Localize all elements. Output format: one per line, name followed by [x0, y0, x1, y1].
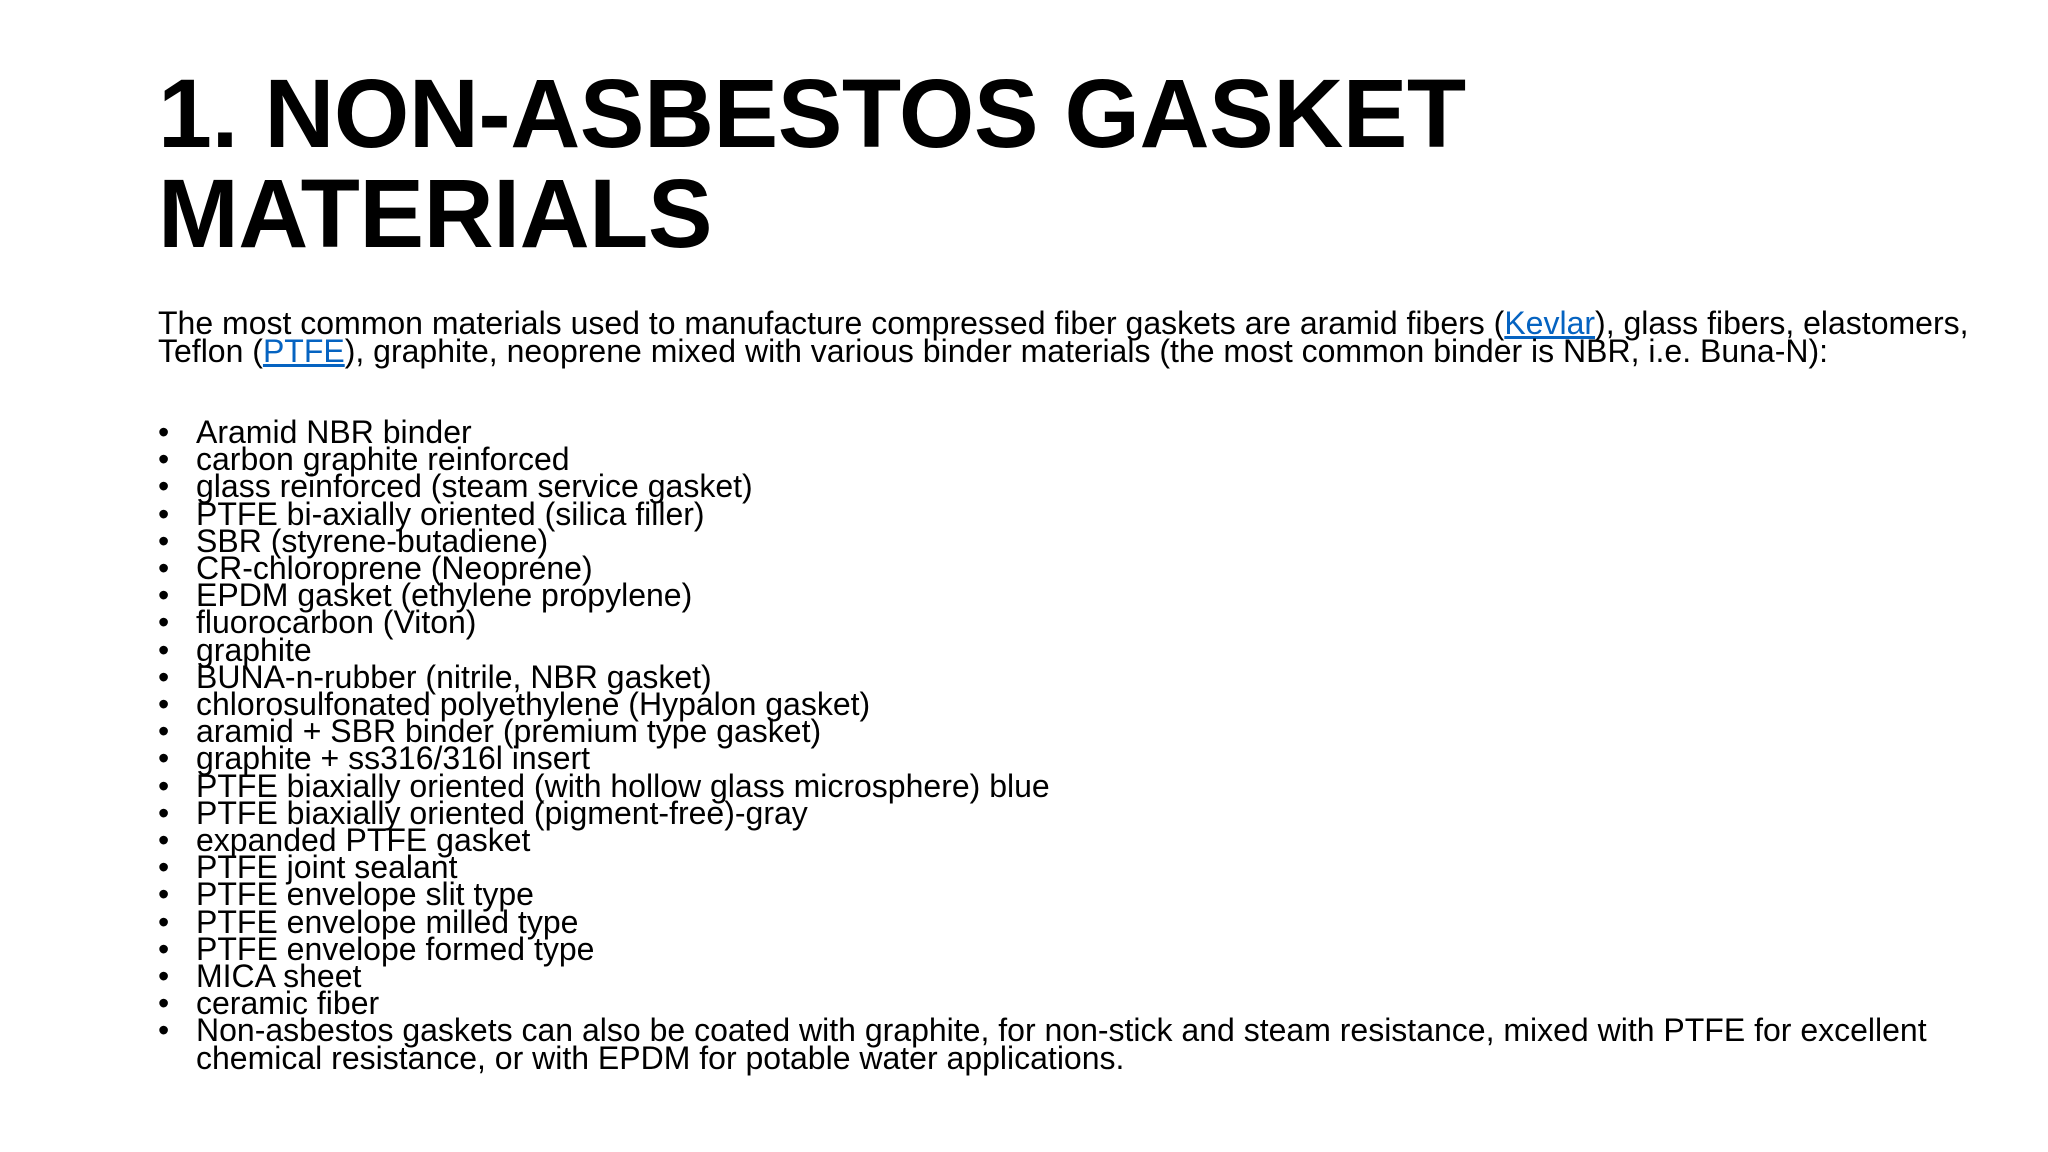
bullet-icon: • — [158, 849, 170, 886]
bullet-icon: • — [158, 985, 170, 1022]
kevlar-link[interactable]: Kevlar — [1504, 305, 1596, 341]
bullet-icon: • — [158, 658, 170, 695]
bullet-icon: • — [158, 495, 170, 532]
list-item-text: carbon graphite reinforced — [196, 441, 570, 478]
bullet-icon: • — [158, 876, 170, 913]
list-item-text: aramid + SBR binder (premium type gasket) — [196, 713, 822, 750]
intro-text-2: ), glass fibers, elastomers, Teflon ( — [158, 305, 1969, 369]
bullet-icon: • — [158, 522, 170, 559]
list-item-text: Aramid NBR binder — [196, 414, 472, 450]
list-item-text: PTFE biaxially oriented (with hollow glass microsphere) blue — [196, 767, 1050, 804]
bullet-icon: • — [158, 577, 170, 614]
slide-title: 1. NON-ASBESTOS GASKET MATERIALS — [158, 59, 1466, 268]
bullet-icon: • — [158, 441, 170, 478]
list-item-text: SBR (styrene-butadiene) — [196, 522, 549, 559]
intro-text-3: ), graphite, neoprene mixed with various binder materials (the most common binder is NBR, i.e. Buna-N): — [344, 333, 1829, 369]
list-item — [158, 930, 1998, 967]
bullet-icon: • — [158, 1012, 170, 1049]
list-item-text: MICA sheet — [196, 958, 362, 995]
list-item-text: PTFE biaxially oriented (pigment-free)-gray — [196, 794, 808, 831]
bullet-icon: • — [158, 686, 170, 723]
list-item-text: PTFE envelope slit type — [196, 876, 534, 913]
list-item-text: PTFE envelope milled type — [196, 903, 579, 940]
list-item-text: PTFE envelope formed type — [196, 930, 595, 967]
list-item-text: chlorosulfonated polyethylene (Hypalon gasket) — [196, 686, 871, 723]
list-item — [158, 604, 1998, 641]
bullet-icon: • — [158, 794, 170, 831]
bullet-icon: • — [158, 550, 170, 587]
list-item-text: graphite — [196, 631, 312, 668]
list-item-text: expanded PTFE gasket — [196, 822, 531, 859]
bullet-icon: • — [158, 631, 170, 668]
list-item-text: graphite + ss316/316l insert — [196, 740, 591, 777]
bullet-icon: • — [158, 713, 170, 750]
list-item-text: PTFE joint sealant — [196, 849, 458, 886]
bullet-icon: • — [158, 604, 170, 641]
list-item — [158, 1012, 1998, 1076]
bullet-icon: • — [158, 468, 170, 505]
list-item-text: glass reinforced (steam service gasket) — [196, 468, 753, 505]
list-item — [158, 958, 1998, 995]
list-item-text: ceramic fiber — [196, 985, 380, 1022]
materials-list — [158, 414, 1998, 1076]
list-item-text: Non-asbestos gaskets can also be coated with graphite, for non-stick and steam resistance, mixed with PTFE for excellent chemical resistance, or with EPDM for potable water applications. — [196, 1012, 1927, 1076]
intro-paragraph — [158, 305, 1998, 369]
bullet-icon: • — [158, 958, 170, 995]
ptfe-link[interactable]: PTFE — [262, 333, 345, 369]
list-item-text: fluorocarbon (Viton) — [196, 604, 477, 641]
list-item-text: PTFE bi-axially oriented (silica filler) — [196, 495, 705, 532]
bullet-icon: • — [158, 414, 170, 450]
list-item-text: BUNA-n-rubber (nitrile, NBR gasket) — [196, 658, 712, 695]
bullet-icon: • — [158, 767, 170, 804]
bullet-icon: • — [158, 740, 170, 777]
bullet-icon: • — [158, 930, 170, 967]
bullet-icon: • — [158, 903, 170, 940]
intro-text-1: The most common materials used to manufacture compressed fiber gaskets are aramid fibers ( — [158, 305, 1505, 341]
list-item-text: EPDM gasket (ethylene propylene) — [196, 577, 693, 614]
list-item-text: CR-chloroprene (Neoprene) — [196, 550, 593, 587]
bullet-icon: • — [158, 822, 170, 859]
